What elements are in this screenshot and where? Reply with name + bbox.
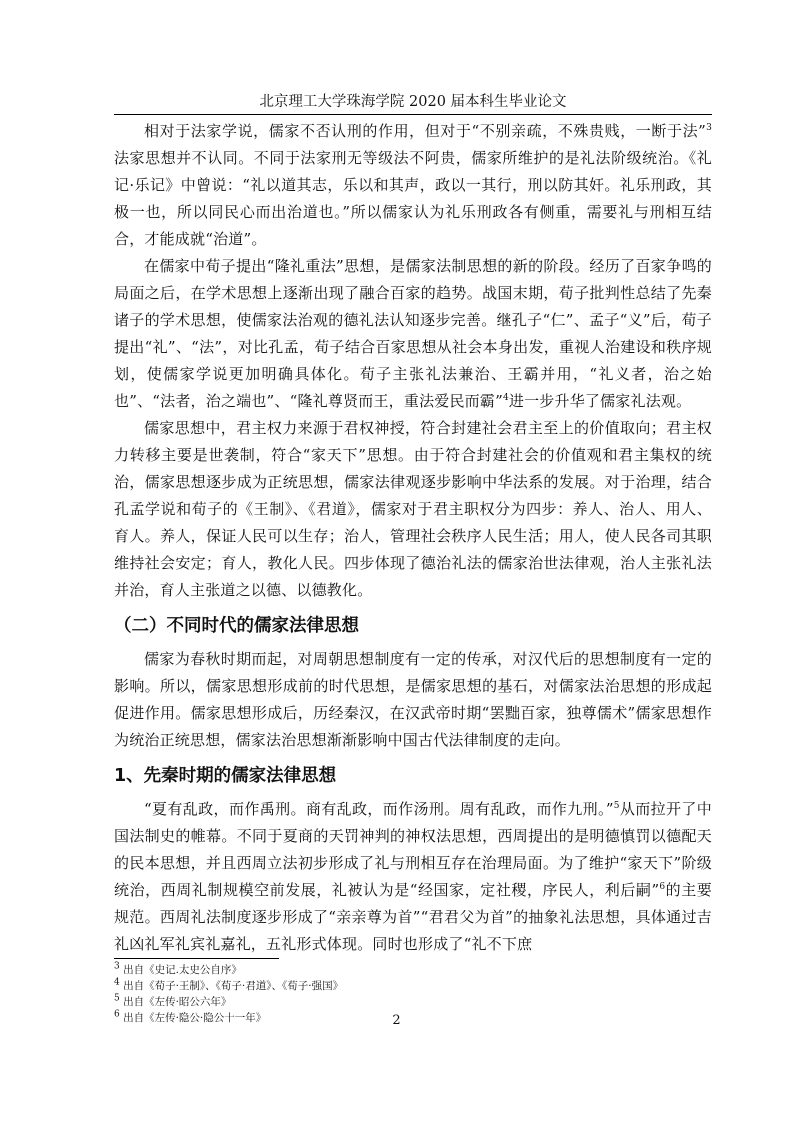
footnote-item — [114, 994, 712, 1010]
footnote-ref-3[interactable]: 3 — [706, 123, 712, 133]
paragraph-xunzi — [114, 253, 712, 415]
footnote-text: 出自《左传·隐公·隐公十一年》 — [123, 1012, 267, 1024]
footnote-text: 出自《史记.太史公自序》 — [123, 964, 242, 976]
paragraph-text: 从而拉开了中国法制史的帷幕。不同于夏商的天罚神判的神权法思想，西周提出的是明德慎罚以德配天的民本思想，并且西周立法初步形成了礼与刑相互存在治理局面。为了维护“家天下”阶级统治，西周礼制规模空前发展，礼被认为是“经国家，定社稷，序民人，利后嗣” — [114, 800, 712, 899]
footnote-text: 出自《荀子·王制》、《荀子·君道》、《荀子·强国》 — [123, 980, 344, 992]
footnote-mark: 4 — [114, 977, 120, 988]
paragraph-text: 的主要规范。西周礼法制度逐步形成了“亲亲尊为首”“君君父为首”的抽象礼法思想，具体通过吉礼凶礼军礼宾礼嘉礼，五礼形式体现。同时也形成了“礼不下庶 — [114, 881, 712, 953]
footnote-mark: 5 — [114, 993, 120, 1004]
paragraph-legalist-comparison — [114, 118, 712, 253]
paragraph-text: “夏有乱政，而作禹刑。商有乱政，而作汤刑。周有乱政，而作九刑。” — [144, 800, 614, 818]
page-number: 2 — [392, 1013, 401, 1028]
running-header: 北京理工大学珠海学院 2020 届本科生毕业论文 — [114, 92, 712, 115]
paragraph-monarch-power: 儒家思想中，君主权力来源于君权神授，符合封建社会君主至上的价值取向；君主权力转移主要是世袭制，符合“家天下”思想。由于符合封建社会的价值观和君主集权的统治，儒家思想逐步成为正统思想，儒家法律观逐步影响中华法系的发展。对于治理，结合孔孟学说和荀子的《王制》、《君道》，儒家对于君主职权分为四步：养人、治人、用人、育人。养人，保证人民可以生存；治人，管理社会秩序人民生活；用人，使人民各司其职维持社会安定；育人，教化人民。四步体现了德治礼法的儒家治世法律观，治人主张礼法并治，育人主张道之以德、以德教化。 — [114, 419, 712, 599]
paragraph-text: 法家思想并不认同。不同于法家刑无等级法不阿贵，儒家所维护的是礼法阶级统治。《礼记·乐记》中曾说：“礼以道其志，乐以和其声，政以一其行，刑以防其奸。礼乐刑政，其极一也，所以同民心而出治道也。”所以儒家认为礼乐刑政各有侧重，需要礼与刑相互结合，才能成就“治道”。 — [114, 149, 712, 248]
paragraph-eras-intro: 儒家为春秋时期而起，对周朝思想制度有一定的传承，对汉代后的思想制度有一定的影响。所以，儒家思想形成前的时代思想，是儒家思想的基石，对儒家法治思想的形成起促进作用。儒家思想形成后，历经秦汉，在汉武帝时期“罢黜百家，独尊儒术”儒家思想作为统治正统思想，儒家法治思想渐渐影响中国古代法律制度的走向。 — [114, 650, 712, 749]
footnote-text: 出自《左传·昭公六年》 — [123, 996, 232, 1008]
section-heading: （二）不同时代的儒家法律思想 — [114, 616, 359, 636]
footnote-ref-4[interactable]: 4 — [502, 393, 509, 403]
page-body — [114, 118, 712, 958]
paragraph-text: 进一步升华了儒家礼法观。 — [508, 392, 692, 410]
paragraph-pre-qin — [114, 796, 712, 958]
subsection-heading: 1、先秦时期的儒家法律思想 — [114, 766, 337, 786]
footnote-ref-6[interactable]: 6 — [659, 882, 666, 892]
footnote-separator — [114, 958, 279, 959]
paragraph-text: 在儒家中荀子提出“隆礼重法”思想，是儒家法制思想的新的阶段。经历了百家争鸣的局面之后，在学术思想上逐渐出现了融合百家的趋势。战国末期，荀子批判性总结了先秦诸子的学术思想，使儒家法治观的德礼法认知逐步完善。继孔子“仁”、孟子“义”后，荀子提出“礼”、“法”，对比孔孟，荀子结合百家思想从社会本身出发，重视人治建设和秩序规划，使儒家学说更加明确具体化。荀子主张礼法兼治、王霸并用，“礼义者，治之始也”、“法者，治之端也”、“隆礼尊贤而王，重法爱民而霸” — [114, 257, 712, 410]
footnote-item — [114, 978, 712, 994]
footnote-ref-5[interactable]: 5 — [613, 801, 620, 811]
paragraph-text: 相对于法家学说，儒家不否认刑的作用，但对于“不别亲疏，不殊贵贱，一断于法” — [144, 122, 707, 140]
footnote-item — [114, 962, 712, 978]
footnote-mark: 6 — [114, 1009, 120, 1020]
footnote-mark: 3 — [114, 961, 120, 972]
